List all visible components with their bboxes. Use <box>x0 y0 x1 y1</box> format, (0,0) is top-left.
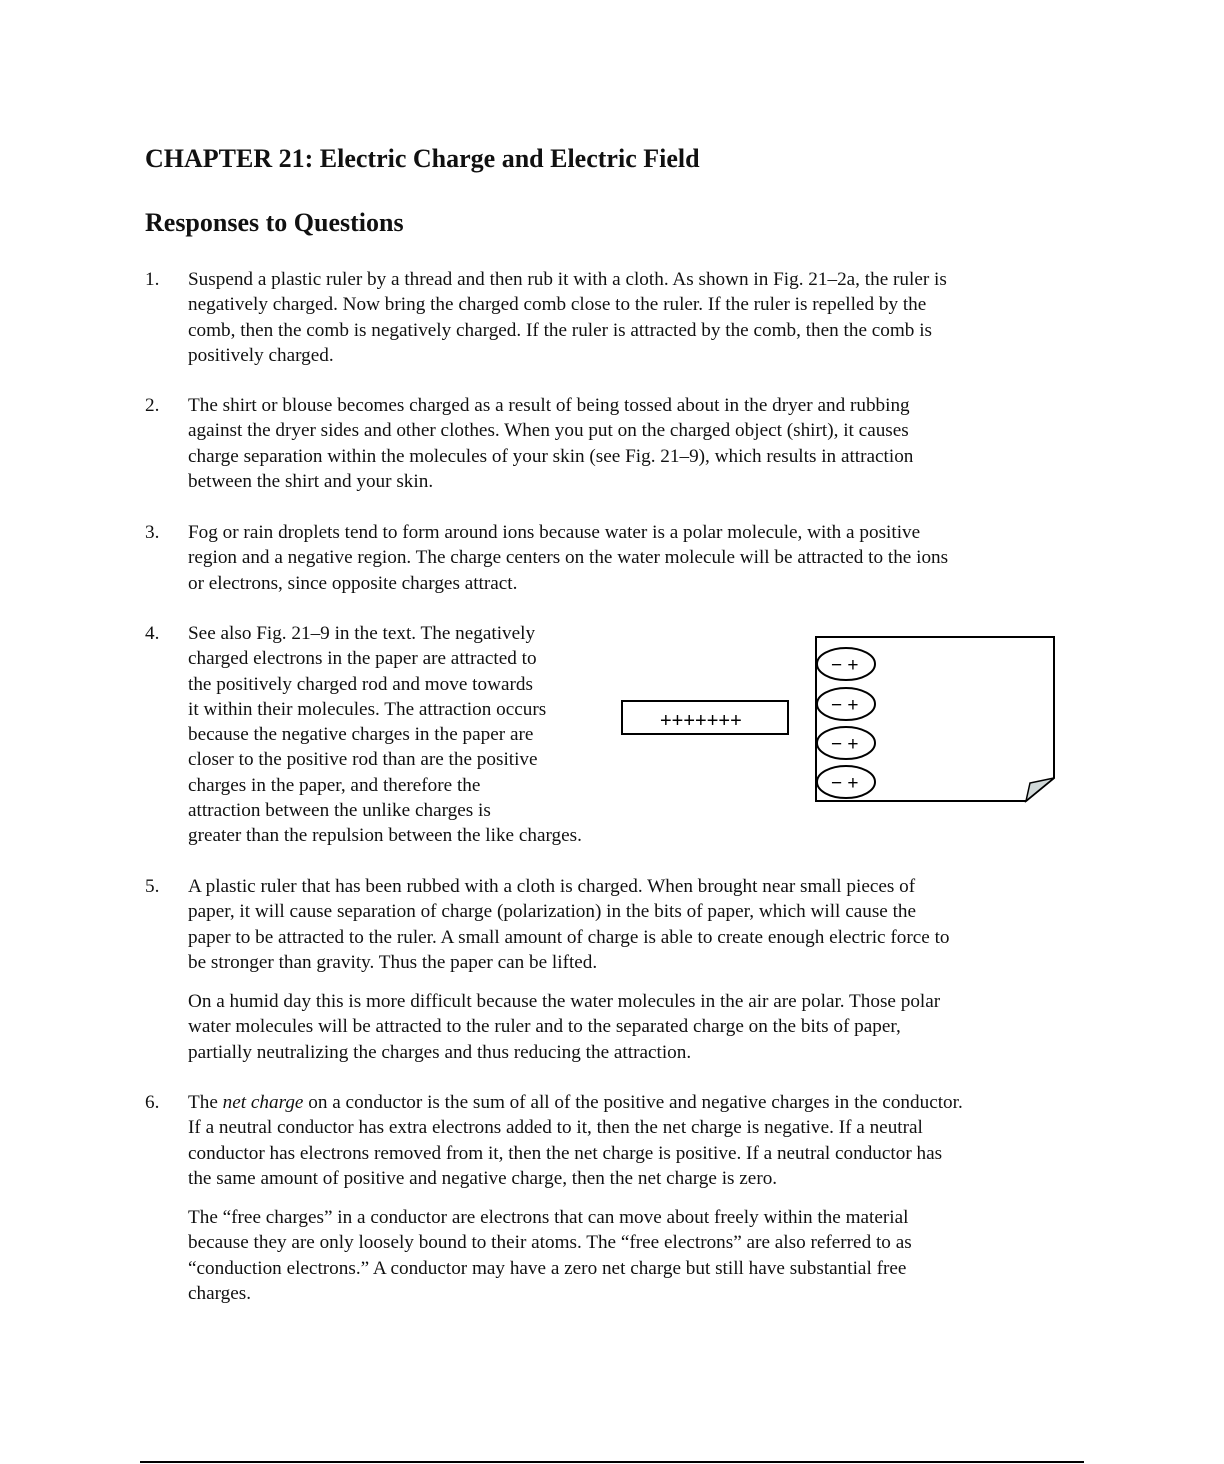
text-line: charge separation within the molecules of your skin (see Fig. 21–9), which results in attraction <box>188 445 914 467</box>
text-line: the same amount of positive and negative charge, then the net charge is zero. <box>188 1167 778 1189</box>
item-number: 5. <box>145 876 160 897</box>
question-response <box>145 393 913 494</box>
text-line: See also Fig. 21–9 in the text. The negatively <box>188 623 536 644</box>
text: The <box>188 1092 223 1113</box>
item-number: 3. <box>145 522 160 543</box>
molecule-charges: − + <box>831 655 859 676</box>
text-line: greater than the repulsion between the like charges. <box>188 825 582 847</box>
question-response <box>145 621 582 849</box>
text-line: region and a negative region. The charge centers on the water molecule will be attracted to the ions <box>188 547 949 569</box>
question-response <box>145 874 950 975</box>
text-line: water molecules will be attracted to the ruler and to the separated charge on the bits of paper, <box>188 1016 901 1038</box>
text-line: paper, it will cause separation of charge (polarization) in the bits of paper, which will cause the <box>188 901 917 923</box>
text-line: charges. <box>188 1282 252 1304</box>
text-line: charged electrons in the paper are attracted to <box>188 648 537 670</box>
text-line: charges in the paper, and therefore the <box>188 774 481 796</box>
question-response <box>145 1090 963 1191</box>
emphasis-term: net charge <box>222 1092 304 1113</box>
text-line: paper to be attracted to the ruler. A small amount of charge is able to create enough electric force to <box>188 926 950 948</box>
text-line: The shirt or blouse becomes charged as a result of being tossed about in the dryer and rubbing <box>188 395 910 416</box>
molecule-charges: − + <box>831 695 859 716</box>
text: on a conductor is the sum of all of the positive and negative charges in the conductor. <box>303 1092 963 1113</box>
text-line: or electrons, since opposite charges attract. <box>188 572 518 594</box>
section-title: Responses to Questions <box>145 208 404 237</box>
item-number: 4. <box>145 623 160 644</box>
molecule-charges: − + <box>831 773 859 794</box>
text-line: it within their molecules. The attraction occurs <box>188 698 547 720</box>
item-number: 6. <box>145 1092 160 1113</box>
text-line: negatively charged. Now bring the charged comb close to the ruler. If the ruler is repelled by the <box>188 294 927 316</box>
text-line: because the negative charges in the paper are <box>188 724 534 746</box>
chapter-title: CHAPTER 21: Electric Charge and Electric Field <box>145 144 700 173</box>
text-line: between the shirt and your skin. <box>188 470 434 492</box>
item-number: 1. <box>145 269 160 290</box>
text-line: positively charged. <box>188 344 334 366</box>
polarization-figure <box>618 633 1058 805</box>
item-number: 2. <box>145 395 160 416</box>
question-response <box>145 520 948 596</box>
text-line: “conduction electrons.” A conductor may have a zero net charge but still have substantial free <box>188 1257 907 1279</box>
text-line: Suspend a plastic ruler by a thread and then rub it with a cloth. As shown in Fig. 21–2a, the ruler is <box>188 269 947 290</box>
response-paragraph <box>145 989 940 1065</box>
text-line: against the dryer sides and other clothes. When you put on the charged object (shirt), it causes <box>188 420 909 442</box>
text-line: attraction between the unlike charges is <box>188 800 491 822</box>
molecule-charges: − + <box>831 734 859 755</box>
text-line: comb, then the comb is negatively charged. If the ruler is attracted by the comb, then the comb is <box>188 319 932 341</box>
rod-charges: +++++++ <box>660 710 742 732</box>
footer-rule <box>140 1461 1084 1463</box>
text-line: On a humid day this is more difficult because the water molecules in the air are polar. Those polar <box>188 991 941 1012</box>
text-line: be stronger than gravity. Thus the paper can be lifted. <box>188 951 598 973</box>
text-line <box>188 1090 963 1115</box>
text-line: A plastic ruler that has been rubbed with a cloth is charged. When brought near small pieces of <box>188 876 916 897</box>
text-line: partially neutralizing the charges and thus reducing the attraction. <box>188 1041 692 1063</box>
question-response <box>145 267 947 368</box>
text-line: The “free charges” in a conductor are electrons that can move about freely within the material <box>188 1207 909 1228</box>
text-line: Fog or rain droplets tend to form around ions because water is a polar molecule, with a positive <box>188 522 921 543</box>
text-line: because they are only loosely bound to their atoms. The “free electrons” are also referred to as <box>188 1232 912 1254</box>
text-line: conductor has electrons removed from it, then the net charge is positive. If a neutral conductor has <box>188 1142 943 1164</box>
response-paragraph <box>145 1205 912 1306</box>
text-line: closer to the positive rod than are the positive <box>188 749 538 771</box>
text-line: If a neutral conductor has extra electrons added to it, then the net charge is negative. If a neutral <box>188 1117 923 1139</box>
text-line: the positively charged rod and move towards <box>188 673 533 695</box>
